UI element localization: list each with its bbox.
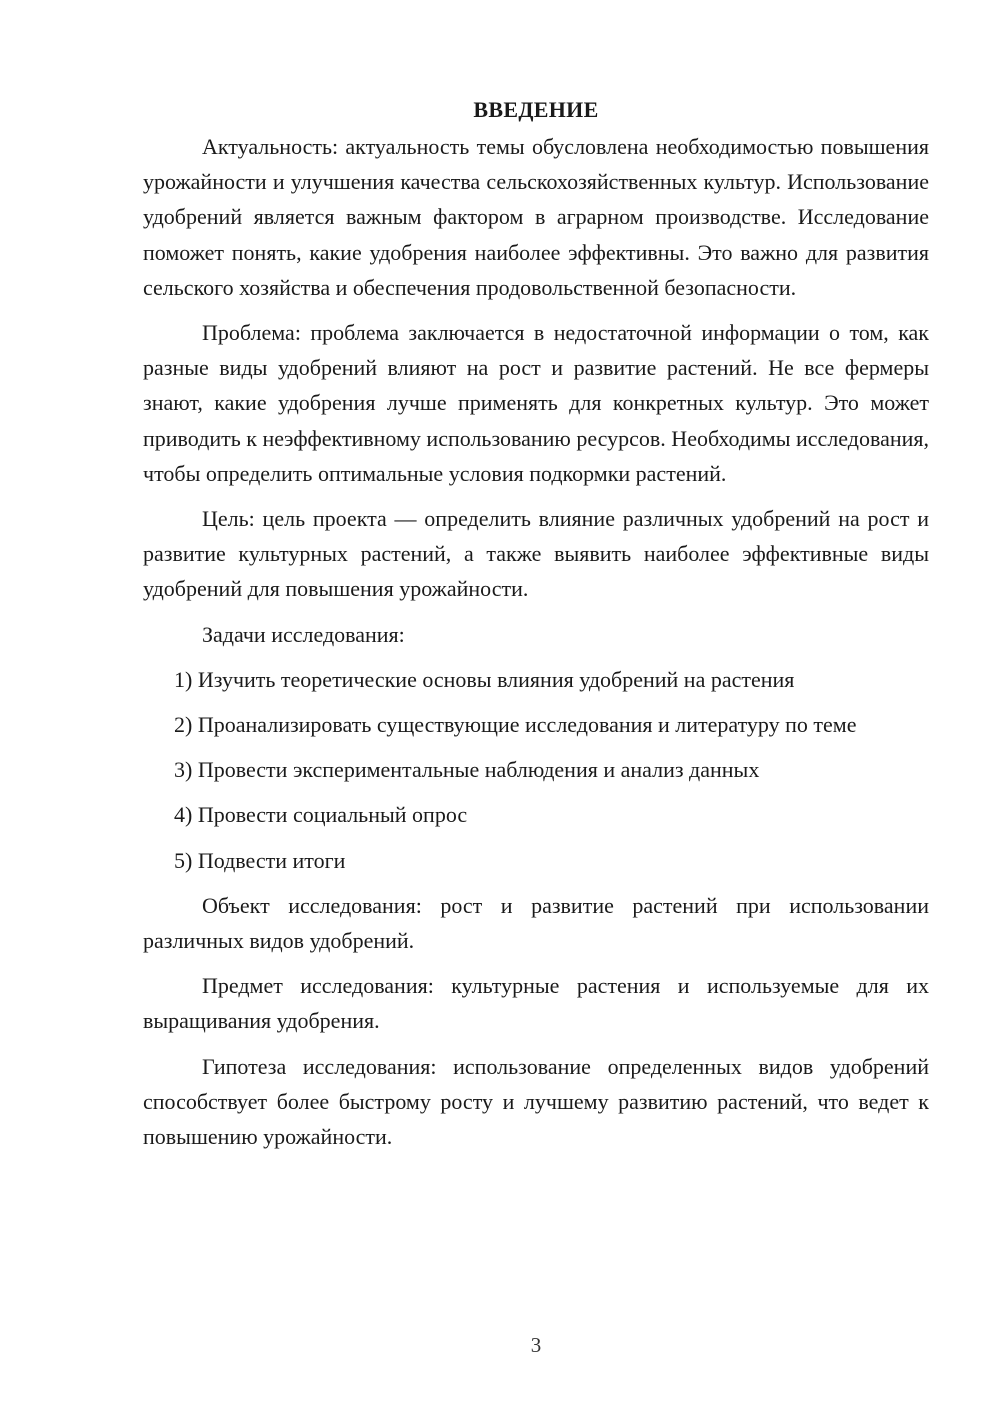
section-heading: ВВЕДЕНИЕ [473, 97, 599, 122]
document-page [143, 92, 929, 1154]
paragraph-problem: Проблема: проблема заключается в недостаточной информации о том, как разные виды удобрений влияют на рост и развитие растений. Не все фермеры знают, какие удобрения лучше применять для конкретных культур. Это может приводить к неэффективному использованию ресурсов. Необходимы исследования, чтобы определить оптимальные условия подкормки растений. [143, 320, 929, 486]
paragraph-relevance: Актуальность: актуальность темы обусловлена необходимостью повышения урожайности и улучшения качества сельскохозяйственных культур. Использование удобрений является важным фактором в аграрном производстве. Исследование поможет понять, какие удобрения наиболее эффективны. Это важно для развития сельского хозяйства и обеспечения продовольственной безопасности. [143, 134, 929, 300]
task-item-3: 3) Провести экспериментальные наблюдения и анализ данных [174, 757, 760, 783]
paragraph-subject: Предмет исследования: культурные растения и используемые для их выращивания удобрения. [143, 973, 929, 1034]
tasks-title: Задачи исследования: [202, 621, 405, 647]
task-item-4: 4) Провести социальный опрос [174, 802, 468, 828]
task-item-1: 1) Изучить теоретические основы влияния удобрений на растения [174, 666, 795, 692]
paragraph-hypothesis: Гипотеза исследования: использование определенных видов удобрений способствует более быстрому росту и лучшему развитию растений, что ведет к повышению урожайности. [143, 1053, 929, 1150]
page-number: 3 [530, 1333, 542, 1357]
paragraph-goal: Цель: цель проекта — определить влияние различных удобрений на рост и развитие культурных растений, а также выявить наиболее эффективные виды удобрений для повышения урожайности. [143, 506, 929, 602]
paragraph-object: Объект исследования: рост и развитие растений при использовании различных видов удобрений. [143, 892, 929, 954]
task-item-5: 5) Подвести итоги [174, 847, 346, 873]
task-item-2: 2) Проанализировать существующие исследования и литературу по теме [174, 712, 857, 738]
